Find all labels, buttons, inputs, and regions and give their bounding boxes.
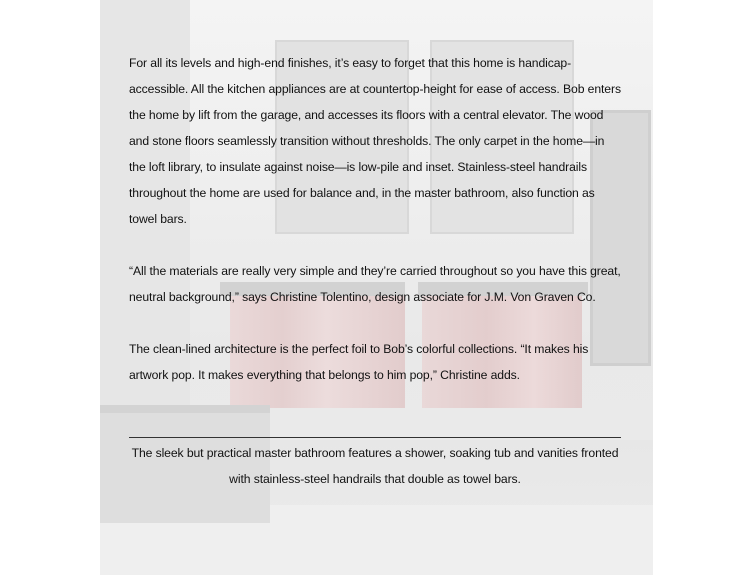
photo-caption: The sleek but practical master bathroom features a shower, soaking tub and vanities fronted with stainless-steel handrails that double as towel bars. <box>131 446 619 486</box>
article-paragraph-2: “All the materials are really very simple and they’re carried throughout so you have this great, neutral background,” says Christine Tolentino, design associate for J.M. Von Graven Co. <box>129 264 621 304</box>
caption-divider <box>129 437 621 438</box>
article-paragraph-3: The clean-lined architecture is the perfect foil to Bob’s colorful collections. “It makes his artwork pop. It makes everything that belongs to him pop,” Christine adds. <box>129 342 589 382</box>
article-body <box>129 50 624 388</box>
article-paragraph-1: For all its levels and high-end finishes, it’s easy to forget that this home is handicap-accessible. All the kitchen appliances are at countertop-height for ease of access. Bob enters the home by lift from the garage, and accesses its floors with a central elevator. The wood and stone floors seamlessly transition without thresholds. The only carpet in the home—in the loft library, to insulate against noise—is low-pile and inset. Stainless-steel handrails throughout the home are used for balance and, in the master bathroom, also function as towel bars. <box>129 56 621 226</box>
